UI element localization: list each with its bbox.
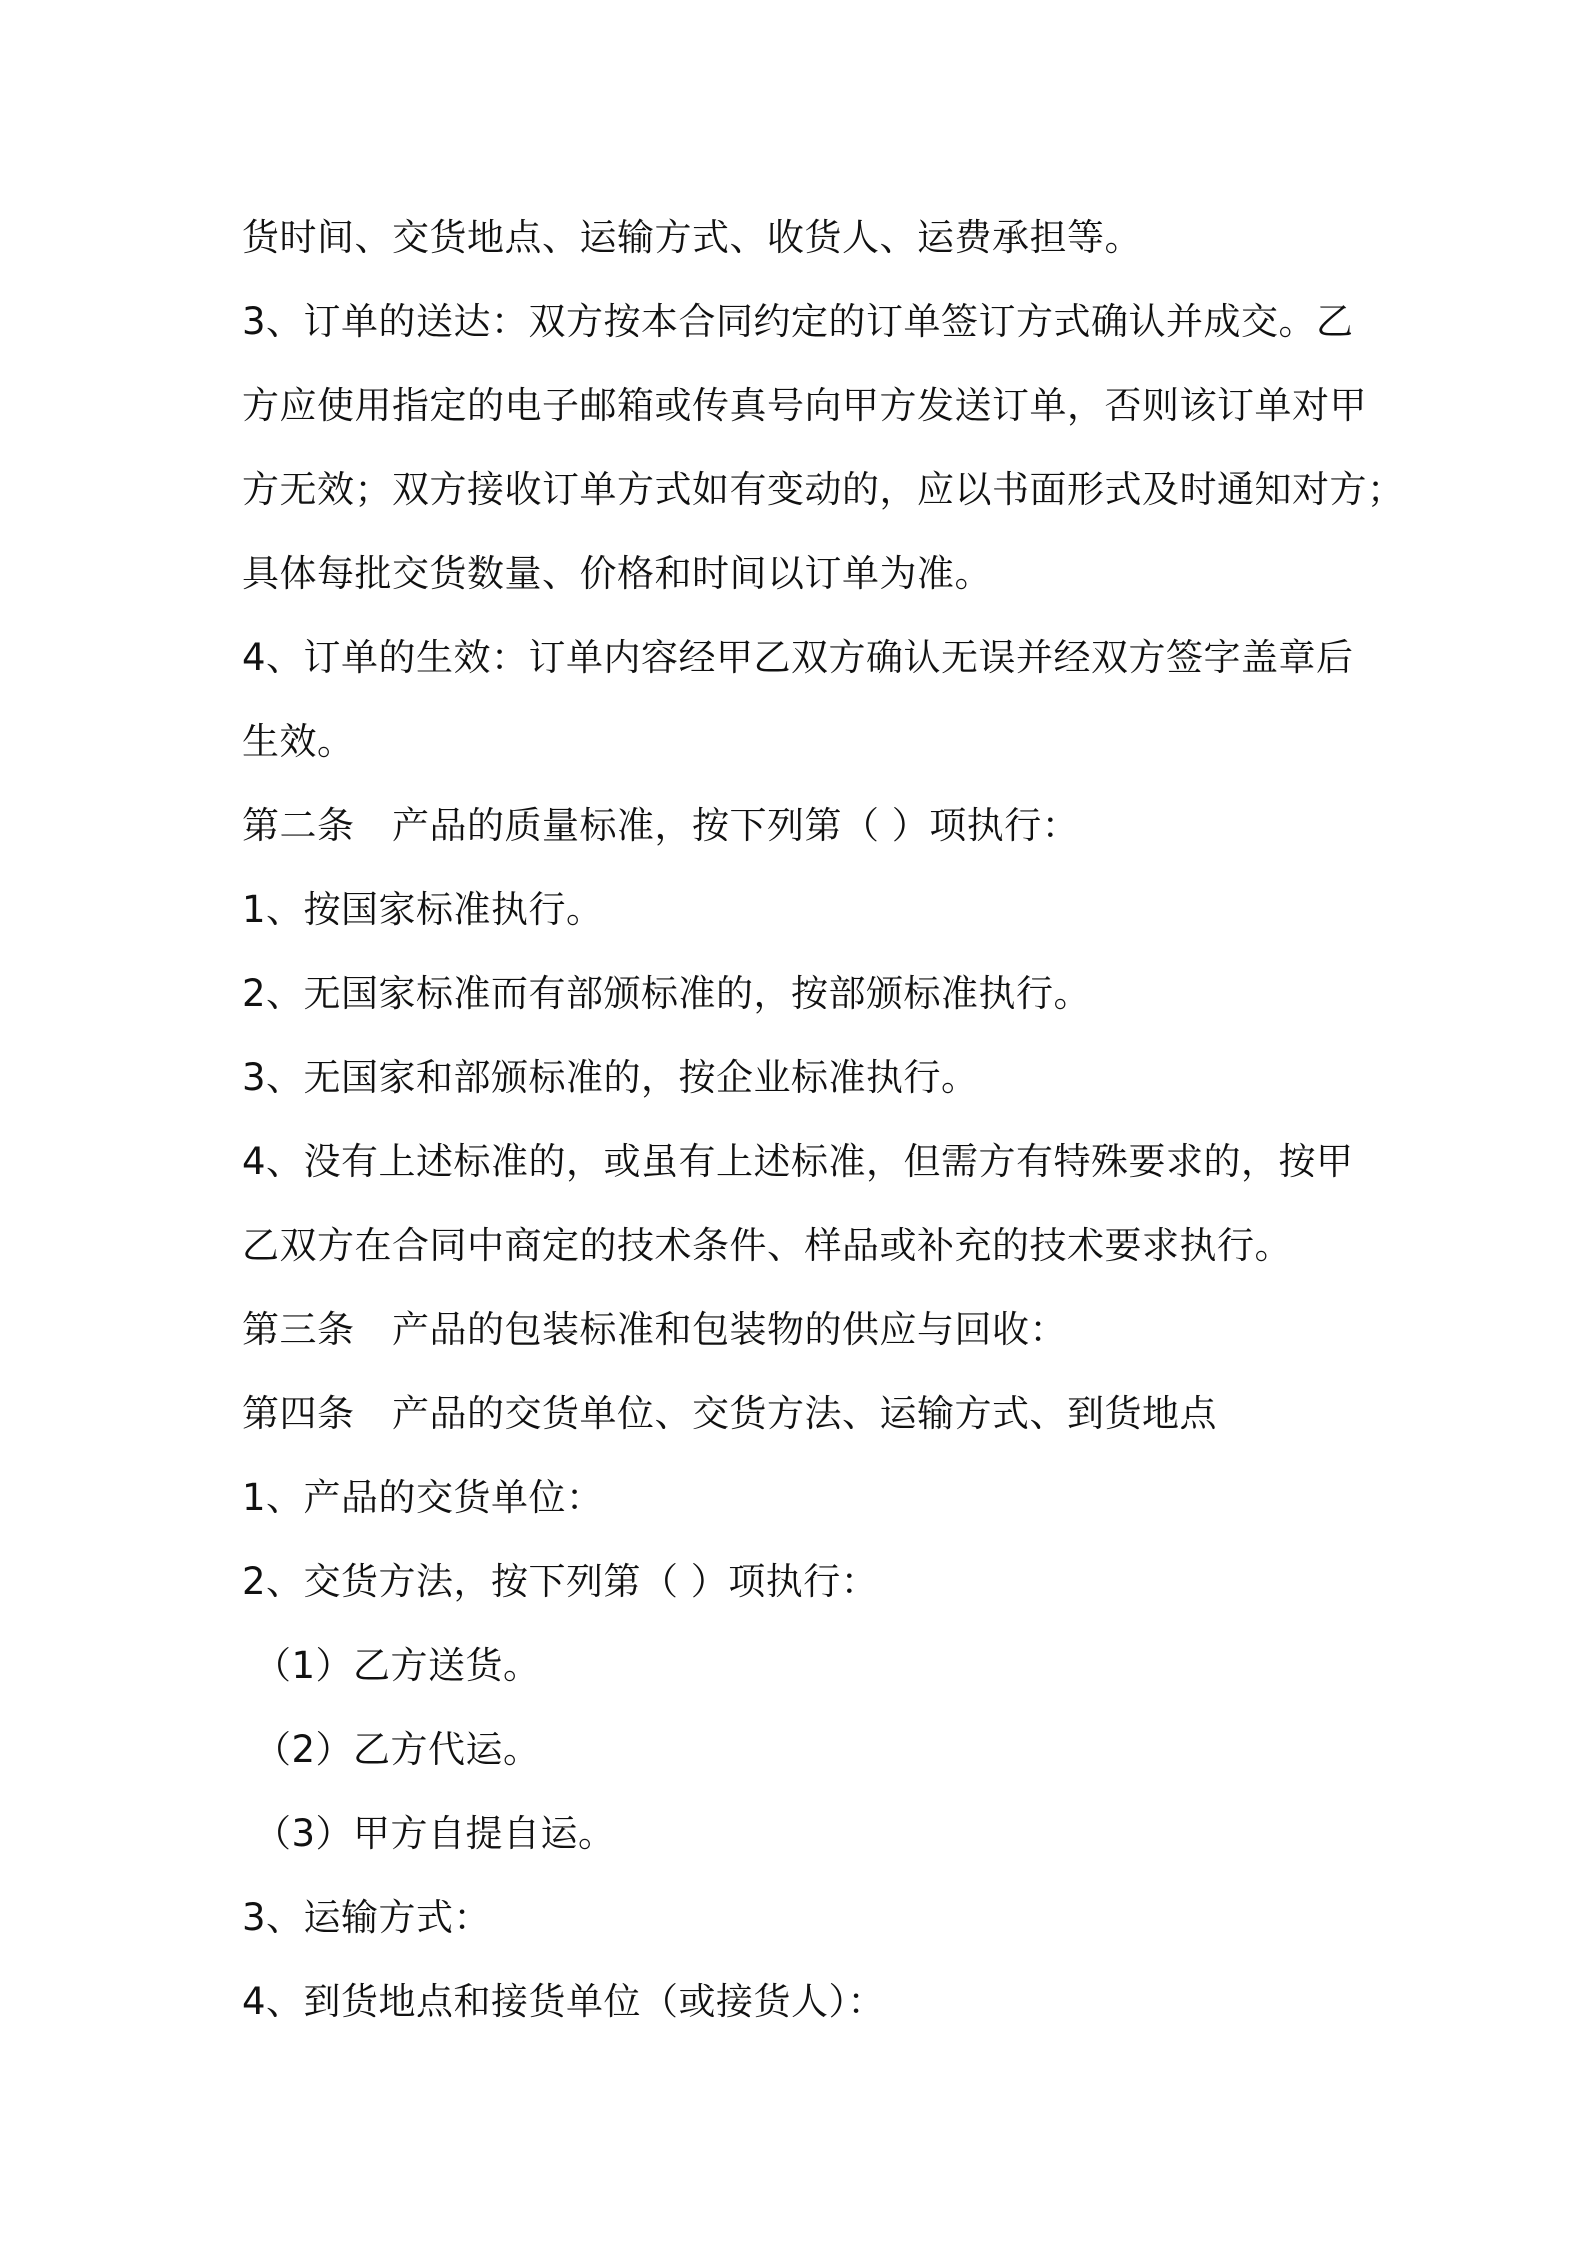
list-item: 3、运输方式： [242,1896,492,1939]
text-line: 方应使用指定的电子邮箱或传真号向甲方发送订单，否则该订单对甲 [242,384,1367,427]
sub-list-item: （3）甲方自提自运。 [254,1812,616,1855]
document-body [242,196,1405,2044]
list-item: 1、按国家标准执行。 [242,888,604,931]
text-line: 具体每批交货数量、价格和时间以订单为准。 [242,552,992,595]
text-line: 3、订单的送达：双方按本合同约定的订单签订方式确认并成交。乙 [242,300,1354,343]
text-line: 方无效；双方接收订单方式如有变动的，应以书面形式及时通知对方； [242,468,1405,511]
list-item: 4、到货地点和接货单位（或接货人）： [242,1980,886,2023]
text-line: 货时间、交货地点、运输方式、收货人、运费承担等。 [242,216,1142,259]
list-item: 4、没有上述标准的，或虽有上述标准，但需方有特殊要求的，按甲 [242,1140,1354,1183]
sub-list-item: （1）乙方送货。 [254,1644,541,1687]
list-item: 2、交货方法，按下列第（ ）项执行： [242,1560,879,1603]
list-item: 1、产品的交货单位： [242,1476,604,1519]
section-heading: 第二条 产品的质量标准，按下列第（ ）项执行： [242,804,1080,847]
text-line: 乙双方在合同中商定的技术条件、样品或补充的技术要求执行。 [242,1224,1292,1267]
text-line: 4、订单的生效：订单内容经甲乙双方确认无误并经双方签字盖章后 [242,636,1354,679]
text-line: 生效。 [242,720,355,763]
section-heading: 第四条 产品的交货单位、交货方法、运输方式、到货地点 [242,1392,1217,1435]
sub-list-item: （2）乙方代运。 [254,1728,541,1771]
section-heading: 第三条 产品的包装标准和包装物的供应与回收： [242,1308,1067,1351]
list-item: 2、无国家标准而有部颁标准的，按部颁标准执行。 [242,972,1092,1015]
list-item: 3、无国家和部颁标准的，按企业标准执行。 [242,1056,979,1099]
